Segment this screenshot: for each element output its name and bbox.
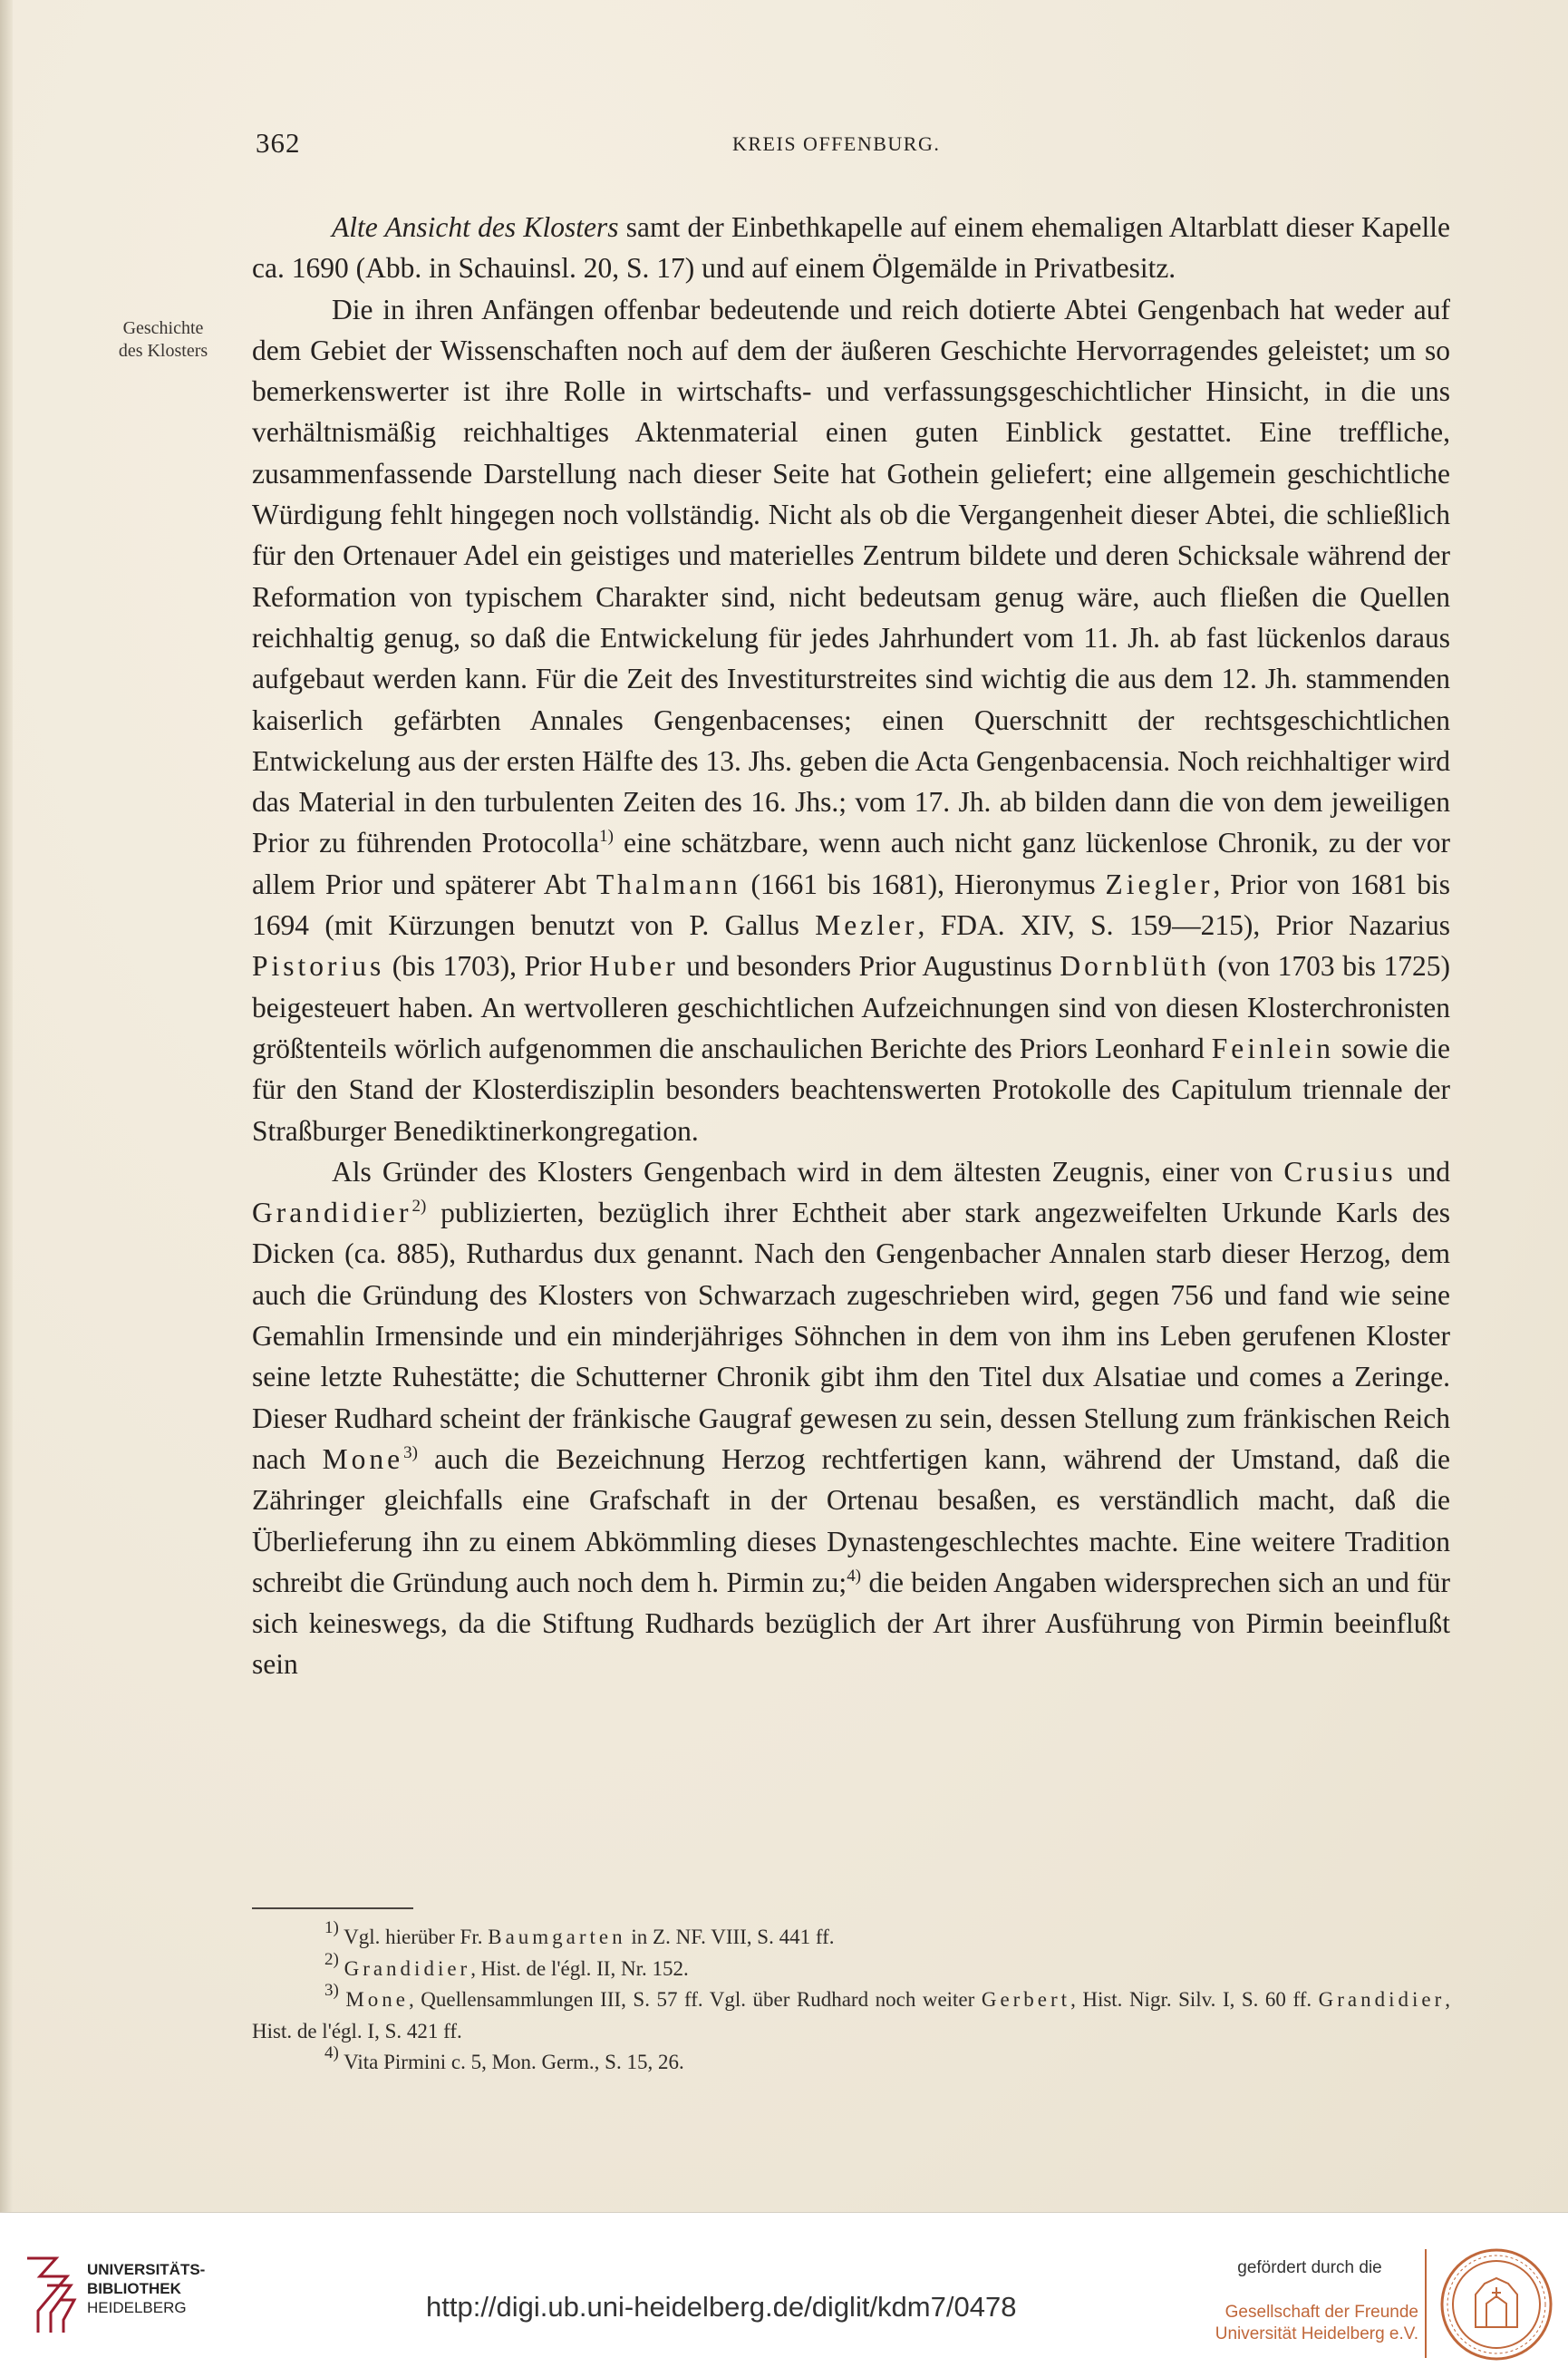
footnote-3	[252, 1981, 1451, 2047]
spaced-name: Ziegler	[1105, 868, 1214, 900]
paragraph-2	[252, 289, 1450, 1151]
italic-heading: Alte Ansicht des Klosters	[332, 211, 619, 243]
spaced-name: Thalmann	[595, 868, 741, 900]
library-name	[87, 2260, 241, 2317]
footnote-2	[252, 1949, 1450, 1985]
spaced-name: Feinlein	[1211, 1032, 1334, 1064]
text-run: und	[1396, 1155, 1450, 1188]
text-run: und besonders Prior Augustinus	[678, 950, 1060, 983]
text-run: Die in ihren Anfängen offenbar bedeutende und reich dotierte Abtei Gengenbach hat weder auf dem Gebiet der Wissenschaften noch auf dem der äußeren Geschichte Hervorragendes geleistet; um so bemerkenswerter ist ihre Rolle in wirtschafts- und verfassungsgeschichtlicher Hinsicht, in die uns verhältnismäßig reichhaltiges Aktenmaterial einen guten Einblick gestattet. Eine treffliche, zusammenfassende Darstellung nach dieser Seite hat Gothein geliefert; eine allgemein geschichtliche Würdigung fehlt hingegen noch vollständig. Nicht als ob die Vergangenheit dieser Abtei, die schließlich für den Ortenauer Adel ein geistiges und materielles Zentrum bildete und deren Schicksale während der Reformation von typischem Charakter sind, nicht bedeutsam genug wäre, auch fließen die Quellen reichhaltig genug, so daß die Entwickelung für jedes Jahrhundert vom 11. Jh. ab fast lückenlos daraus aufgebaut werden kann. Für die Zeit des Investiturstreites sind wichtig die aus dem 12. Jh. stammenden kaiserlich gefärbten Annales Gengenbacenses; einen Querschnitt der rechtsgeschichtlichen Entwickelung aus der ersten Hälfte des 13. Jhs. geben die Acta Gengenbacensia. Noch reichhaltiger wird das Material in den turbulenten Zeiten des 16. Jhs.; vom 17. Jh. ab bilden dann die von dem jeweiligen Prior zu führenden Protocolla	[252, 293, 1450, 859]
spaced-name: Mone	[322, 1442, 404, 1475]
footnote-mark: 4)	[324, 2043, 339, 2062]
running-title: KREIS OFFENBURG.	[732, 132, 941, 155]
text-run: eine schätzbare, wenn auch nicht ganz lückenlose Chronik, zu der vor allem Prior und späterer Abt	[252, 827, 1450, 900]
society-name-line: Gesellschaft der Freunde	[1224, 2303, 1418, 2322]
spaced-name: Mezler	[815, 909, 918, 942]
text-run: sowie die für den Stand der Klosterdisziplin besonders beachtenswerten Protokolle des Capitulum triennale der Straßburger Benediktinerkongregation.	[252, 1032, 1450, 1147]
footnote-1	[252, 1918, 1450, 1954]
spaced-name: Dornblüth	[1060, 950, 1210, 983]
footnote-mark: 1)	[324, 1918, 339, 1937]
text-run: , FDA. XIV, S. 159—215), Prior Nazarius	[917, 909, 1450, 942]
text-run: , Hist. de l'égl. II, Nr. 152.	[470, 1956, 689, 1980]
funded-by-label: gefördert durch die	[1237, 2258, 1382, 2277]
footnote-divider	[252, 1907, 413, 1909]
footnote-ref: 1)	[599, 827, 614, 847]
text-run: Als Gründer des Klosters Gengenbach wird in dem ältesten Zeugnis, einer von	[332, 1155, 1284, 1188]
library-name-line: HEIDELBERG	[87, 2299, 187, 2316]
text-run: (bis 1703), Prior	[384, 950, 590, 983]
paragraph-1	[252, 207, 1450, 289]
society-name-line: Universität Heidelberg e.V.	[1215, 2324, 1418, 2343]
footnote-4	[252, 2043, 1450, 2079]
page-header	[0, 127, 1568, 167]
page-edge-shadow	[0, 0, 13, 2212]
text-run: , Hist. Nigr. Silv. I, S. 60 ff.	[1070, 1988, 1319, 2011]
margin-note-line: Geschichte	[122, 318, 204, 338]
spaced-name: Huber	[589, 950, 679, 983]
spaced-name: Baumgarten	[488, 1926, 626, 1948]
text-run: , Hist. de l'égl. I, S. 421 ff.	[252, 1988, 1451, 2042]
margin-note-line: des Klosters	[118, 341, 208, 361]
ub-logo-icon	[20, 2249, 80, 2340]
library-name-line: UNIVERSITÄTS-	[87, 2261, 206, 2278]
spaced-name: Grandidier	[1318, 1988, 1446, 2011]
text-run: (1661 bis 1681), Hieronymus	[740, 868, 1106, 900]
text-run: Vita Pirmini c. 5, Mon. Germ., S. 15, 26.	[338, 2051, 684, 2073]
society-name	[1201, 2302, 1418, 2345]
footer-divider	[1425, 2249, 1427, 2358]
university-seal-icon	[1439, 2247, 1553, 2362]
footnote-mark: 2)	[324, 1949, 339, 1969]
footnote-ref: 3)	[403, 1442, 418, 1462]
text-run: Vgl. hierüber Fr.	[338, 1926, 489, 1948]
spaced-name: Grandidier	[344, 1956, 471, 1980]
text-run: , Quellensammlungen III, S. 57 ff. Vgl. über Rudhard noch weiter	[409, 1988, 982, 2011]
library-name-line: BIBLIOTHEK	[87, 2280, 181, 2297]
footnote-ref: 2)	[411, 1197, 427, 1217]
footnote-ref: 4)	[847, 1566, 862, 1586]
spaced-name: Mone	[345, 1988, 410, 2011]
spaced-name: Pistorius	[252, 950, 385, 983]
body-text	[252, 207, 1450, 1685]
permalink-url[interactable]: http://digi.ub.uni-heidelberg.de/diglit/kdm7/0478	[426, 2291, 1017, 2323]
page-number: 362	[256, 127, 301, 159]
margin-note	[91, 317, 236, 363]
footnotes	[252, 1918, 1451, 2079]
spaced-name: Crusius	[1283, 1155, 1397, 1188]
viewer-footer	[0, 2212, 1568, 2377]
text-run: in Z. NF. VIII, S. 441 ff.	[625, 1926, 835, 1948]
text-run: , Prior von 1681 bis 1694 (mit Kürzungen benutzt von P. Gallus	[252, 868, 1450, 942]
text-run: samt der Einbethkapelle auf einem ehemaligen Altarblatt dieser Kapelle ca. 1690 (Abb. in Schauinsl. 20, S. 17) und auf einem Ölgemälde in Privatbesitz.	[252, 211, 1450, 285]
paragraph-3	[252, 1151, 1450, 1685]
footnote-mark: 3)	[324, 1981, 339, 2000]
spaced-name: Gerbert	[981, 1988, 1071, 2011]
spaced-name: Grandidier	[252, 1197, 412, 1229]
text-run: auch die Bezeichnung Herzog rechtfertigen kann, während der Umstand, daß die Zähringer gleichfalls eine Grafschaft in der Ortenau besaßen, es verständlich macht, daß die Überlieferung ihn zu einem Abkömmling dieses Dynastengeschlechtes machte. Eine weitere Tradition schreibt die Gründung auch noch dem h. Pirmin zu;	[252, 1442, 1450, 1598]
text-run: (von 1703 bis 1725) beigesteuert haben. An wertvolleren geschichtlichen Aufzeichnungen sind von diesen Klosterchronisten größtenteils wörlich aufgenommen die anschaulichen Berichte des Priors Leonhard	[252, 950, 1450, 1064]
text-run: publizierten, bezüglich ihrer Echtheit aber stark angezweifelten Urkunde Karls des Dicken (ca. 885), Ruthardus dux genannt. Nach den Gengenbacher Annalen starb dieser Herzog, dem auch die Gründung des Klosters von Schwarzach zugeschrieben wird, gegen 756 und fand wie seine Gemahlin Irmensinde und ein minderjähriges Söhnchen in dem von ihm ins Leben gerufenen Kloster seine letzte Ruhestätte; die Schutterner Chronik gibt ihm den Titel dux Alsatiae und comes a Zeringe. Dieser Rudhard scheint der fränkische Gaugraf gewesen zu sein, dessen Stellung zum fränkischen Reich nach	[252, 1197, 1450, 1475]
text-run: die beiden Angaben widersprechen sich an und für sich keineswegs, da die Stiftung Rudhards bezüglich der Art ihrer Ausführung von Pirmin beeinflußt sein	[252, 1566, 1450, 1681]
